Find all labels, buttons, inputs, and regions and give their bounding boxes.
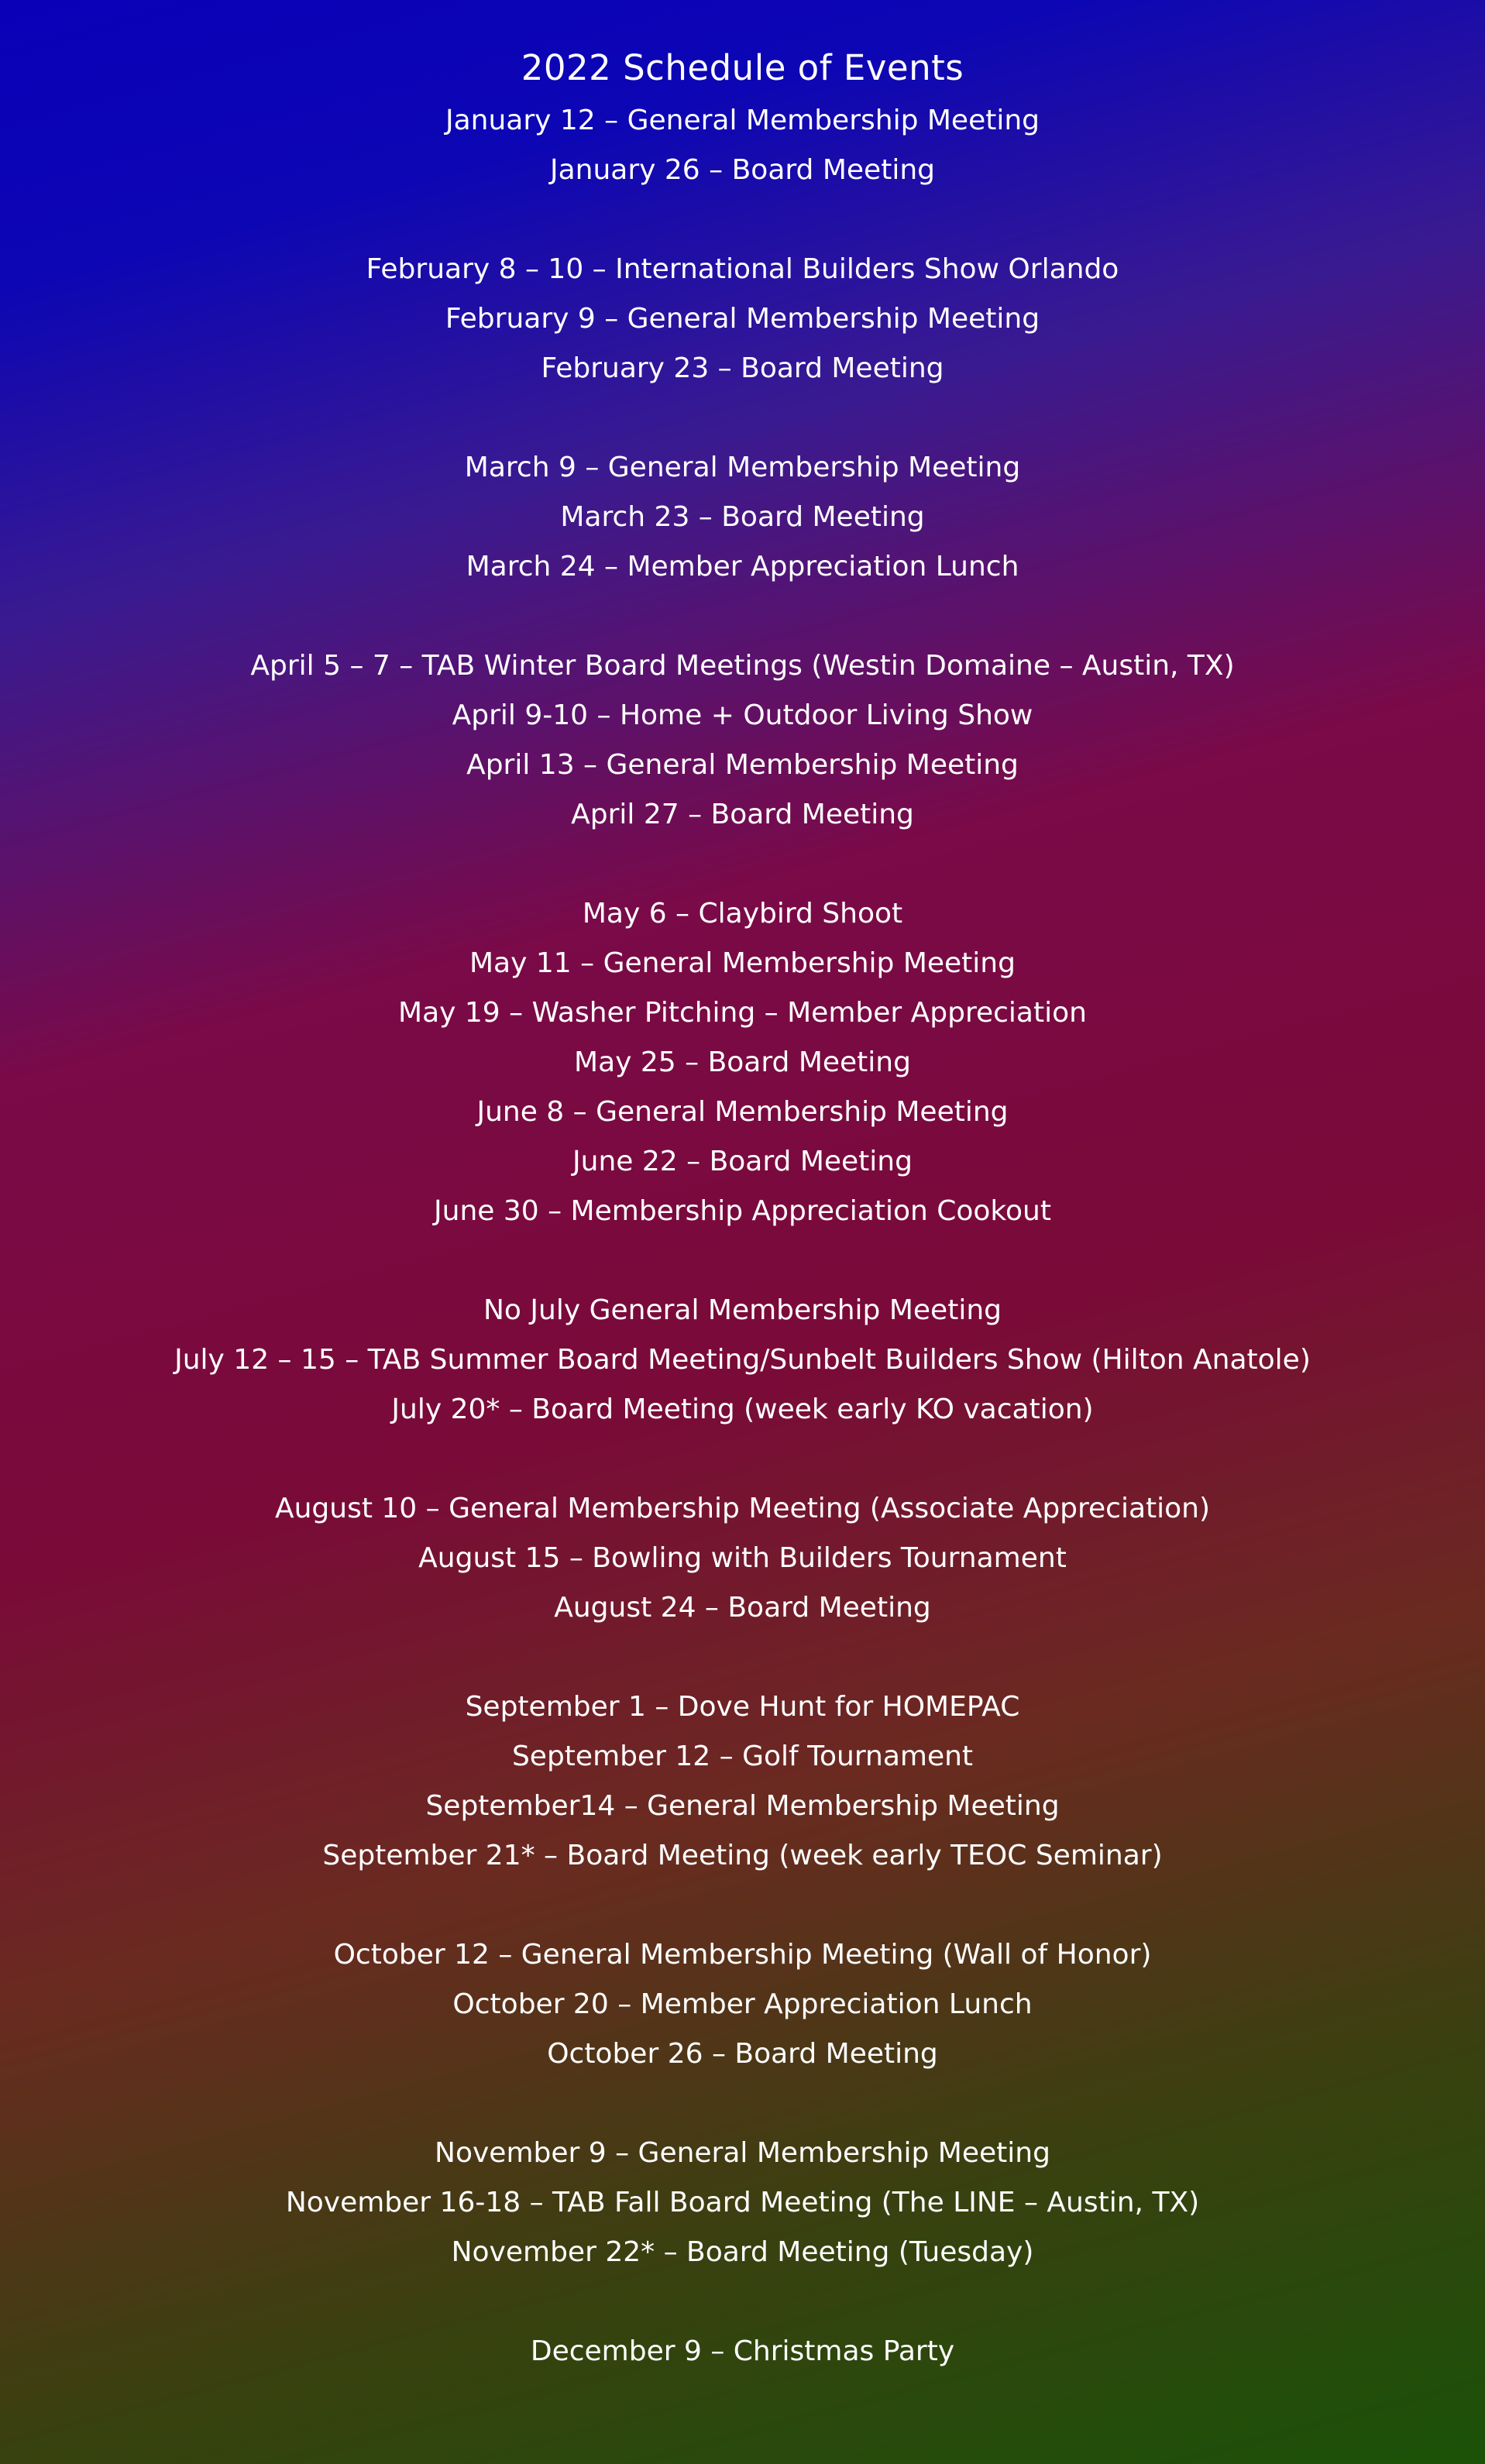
- event-group: [0, 2327, 1485, 2376]
- event-group: [0, 641, 1485, 840]
- event-item: June 22 – Board Meeting: [572, 1146, 913, 1177]
- page-title: 2022 Schedule of Events: [521, 47, 964, 88]
- event-item: May 19 – Washer Pitching – Member Appreciation: [398, 997, 1087, 1029]
- event-item: February 23 – Board Meeting: [541, 352, 944, 384]
- event-item: November 22* – Board Meeting (Tuesday): [451, 2236, 1034, 2268]
- event-item: January 12 – General Membership Meeting: [445, 105, 1040, 136]
- event-item: December 9 – Christmas Party: [530, 2335, 955, 2367]
- event-item: February 8 – 10 – International Builders Show Orlando: [366, 253, 1119, 285]
- event-group: [0, 96, 1485, 195]
- event-item: April 5 – 7 – TAB Winter Board Meetings (Westin Domaine – Austin, TX): [250, 650, 1235, 682]
- event-item: March 9 – General Membership Meeting: [464, 452, 1021, 483]
- event-item: March 23 – Board Meeting: [560, 501, 925, 533]
- event-item: June 30 – Membership Appreciation Cookout: [434, 1195, 1051, 1227]
- event-group: [0, 443, 1485, 592]
- event-item: April 9-10 – Home + Outdoor Living Show: [452, 699, 1033, 731]
- event-item: February 9 – General Membership Meeting: [445, 303, 1040, 335]
- event-item: August 15 – Bowling with Builders Tournament: [418, 1542, 1067, 1574]
- event-item: November 9 – General Membership Meeting: [435, 2137, 1050, 2169]
- event-item: May 6 – Claybird Shoot: [582, 898, 903, 930]
- event-item: October 26 – Board Meeting: [547, 2038, 938, 2070]
- event-item: March 24 – Member Appreciation Lunch: [466, 551, 1019, 582]
- event-item: July 12 – 15 – TAB Summer Board Meeting/Sunbelt Builders Show (Hilton Anatole): [174, 1344, 1311, 1376]
- event-item: September14 – General Membership Meeting: [425, 1790, 1060, 1822]
- event-group: [0, 1930, 1485, 2079]
- event-item: September 1 – Dove Hunt for HOMEPAC: [465, 1691, 1020, 1723]
- event-item: April 13 – General Membership Meeting: [466, 749, 1019, 781]
- event-item: No July General Membership Meeting: [483, 1294, 1002, 1326]
- event-item: August 24 – Board Meeting: [554, 1592, 931, 1624]
- event-item: August 10 – General Membership Meeting (Associate Appreciation): [274, 1493, 1211, 1524]
- event-schedule: [0, 96, 1485, 2376]
- event-item: April 27 – Board Meeting: [571, 799, 914, 830]
- event-item: May 11 – General Membership Meeting: [469, 947, 1016, 979]
- event-group: [0, 1484, 1485, 1633]
- event-item: September 21* – Board Meeting (week early TEOC Seminar): [322, 1840, 1163, 1871]
- event-group: [0, 2129, 1485, 2277]
- event-item: September 12 – Golf Tournament: [511, 1741, 974, 1772]
- event-group: [0, 1682, 1485, 1881]
- event-item: January 26 – Board Meeting: [549, 154, 935, 186]
- event-item: May 25 – Board Meeting: [574, 1046, 911, 1078]
- event-group: [0, 1286, 1485, 1435]
- event-item: October 20 – Member Appreciation Lunch: [452, 1988, 1033, 2020]
- event-item: July 20* – Board Meeting (week early KO vacation): [391, 1394, 1094, 1425]
- event-item: November 16-18 – TAB Fall Board Meeting (The LINE – Austin, TX): [285, 2187, 1200, 2218]
- event-item: October 12 – General Membership Meeting (Wall of Honor): [333, 1939, 1152, 1971]
- event-group: [0, 889, 1485, 1236]
- event-item: June 8 – General Membership Meeting: [476, 1096, 1009, 1128]
- event-group: [0, 245, 1485, 393]
